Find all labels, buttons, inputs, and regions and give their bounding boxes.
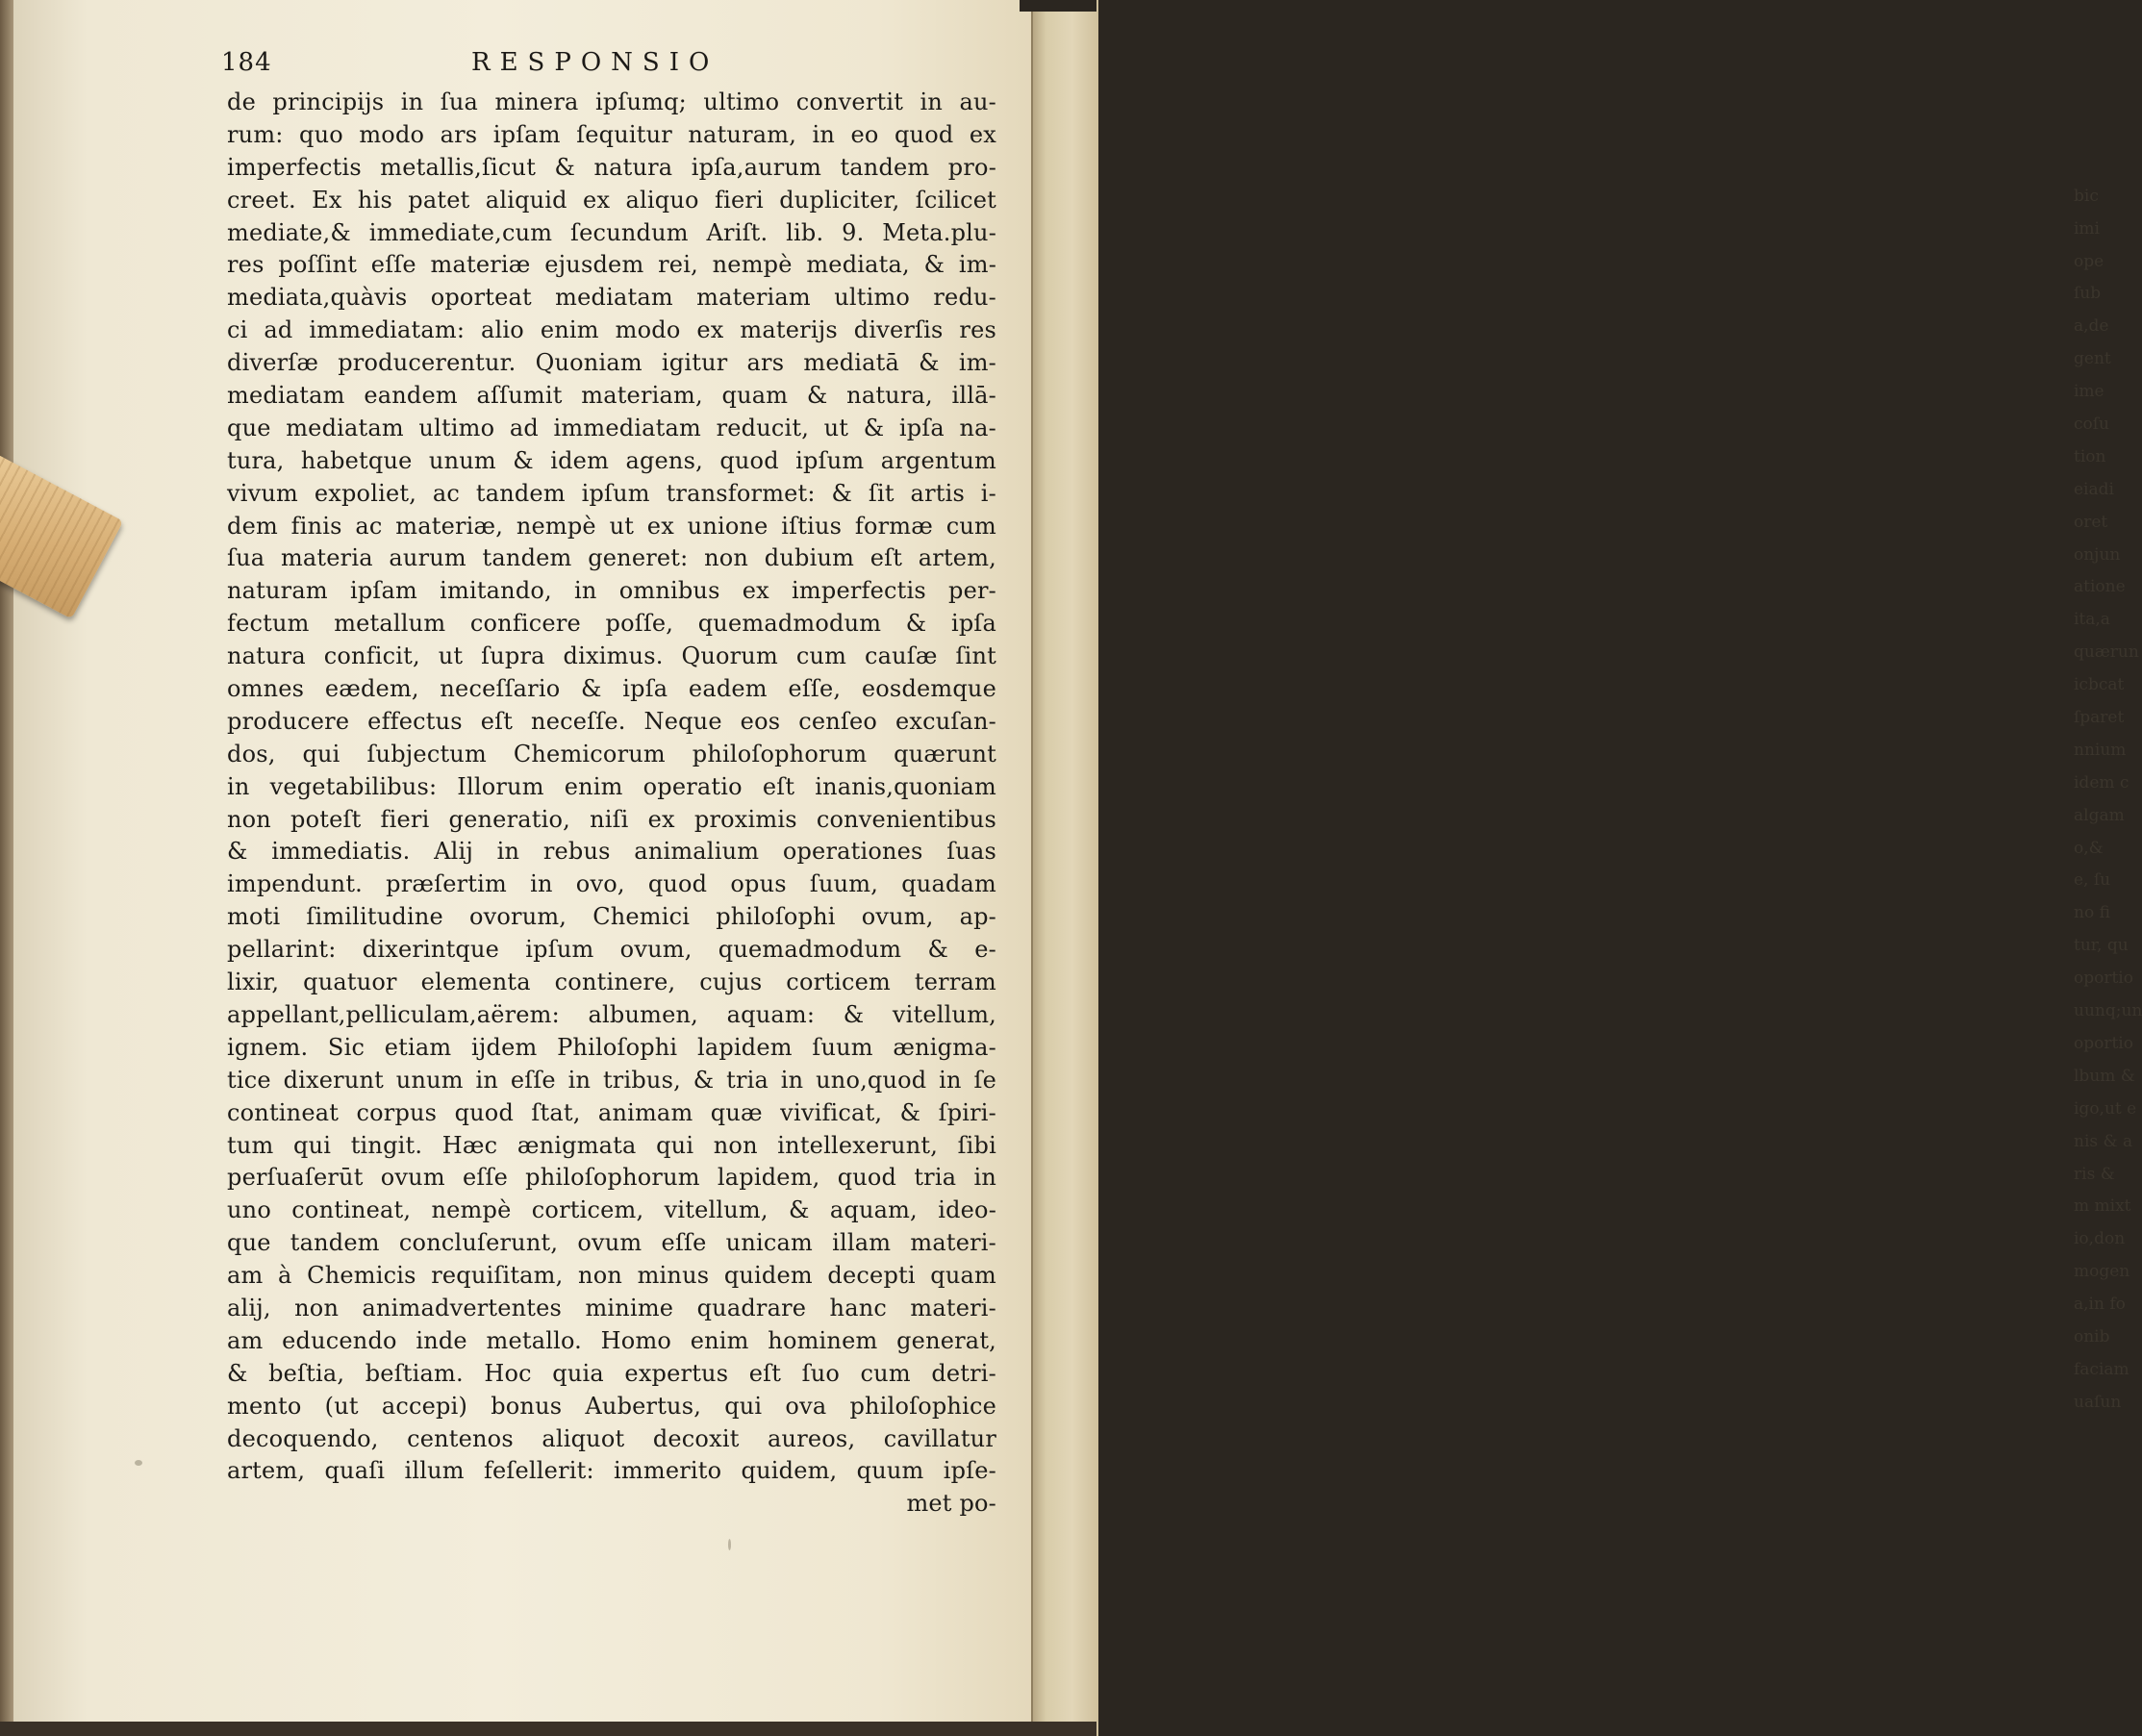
facing-fragment: uunq;un — [2074, 1001, 2142, 1021]
text-line: appellant,pelliculam,aërem: albumen, aquam: & vitellum, — [227, 1000, 996, 1028]
ink-spot — [728, 1539, 731, 1550]
facing-fragment: atione — [2074, 577, 2126, 597]
text-line: pellarint: dixerintque ipſum ovum, quemadmodum & e- — [227, 936, 996, 964]
facing-fragment: ita,a — [2074, 610, 2110, 630]
facing-fragment: igo,ut e — [2074, 1098, 2137, 1119]
facing-fragment: oret — [2074, 512, 2108, 532]
facing-fragment: io,don — [2074, 1229, 2126, 1249]
text-line: diverſæ producerentur. Quoniam igitur ars mediatā & im- — [227, 349, 996, 377]
facing-fragment: ime — [2074, 382, 2104, 402]
text-line: producere effectus eſt neceſſe. Neque eos cenſeo excuſan- — [227, 707, 996, 735]
facing-fragment: gent — [2074, 349, 2111, 369]
text-line: mento (ut accepi) bonus Aubertus, qui ova philoſophice — [227, 1392, 996, 1420]
facing-fragment: a,de — [2074, 316, 2109, 337]
facing-fragment: nis & a — [2074, 1131, 2133, 1151]
text-line: non poteſt fieri generatio, niſi ex proximis convenientibus — [227, 805, 996, 833]
facing-fragment: ſparet — [2074, 708, 2125, 728]
text-line: tice dixerunt unum in eſſe in tribus, & tria in uno,quod in ſe — [227, 1066, 996, 1094]
text-line: artem, quaſi illum feſellerit: immerito quidem, quum ipſe- — [227, 1457, 996, 1485]
book-spine-edge — [0, 0, 13, 1736]
text-line: mediate,& immediate,cum ſecundum Ariſt. lib. 9. Meta.plu- — [227, 218, 996, 246]
text-line: alij, non animadvertentes minime quadrare hanc materi- — [227, 1294, 996, 1321]
text-line: natura conficit, ut ſupra diximus. Quorum cum cauſæ ſint — [227, 642, 996, 670]
text-line: de principijs in ſua minera ipſumq; ultimo convertit in au- — [227, 88, 996, 115]
facing-fragment: quærun — [2074, 642, 2139, 663]
catchword: met po- — [906, 1490, 996, 1518]
facing-fragment: eiadi — [2074, 479, 2114, 499]
body-text — [227, 87, 996, 1521]
text-line: tum qui tingit. Hæc ænigmata qui non intellexerunt, ſibi — [227, 1131, 996, 1159]
text-line: omnes eædem, neceſſario & ipſa eadem eſſe, eosdemque — [227, 675, 996, 703]
facing-fragment: algam — [2074, 805, 2125, 825]
page-bottom-edge — [0, 1722, 1096, 1736]
facing-fragment — [2074, 148, 2129, 181]
facing-page-text-fragments — [2074, 115, 2142, 1420]
facing-fragment: uaſun — [2074, 1392, 2122, 1412]
text-line: in vegetabilibus: Illorum enim operatio eſt inanis,quoniam — [227, 772, 996, 800]
text-line: naturam ipſam imitando, in omnibus ex imperfectis per- — [227, 577, 996, 605]
facing-fragment: o,& — [2074, 838, 2104, 858]
text-line: rum: quo modo ars ipſam ſequitur naturam, in eo quod ex — [227, 120, 996, 148]
text-line: dem finis ac materiæ, nempè ut ex unione iſtius formæ cum — [227, 512, 996, 540]
facing-fragment: nnium — [2074, 740, 2127, 760]
text-line: vivum expoliet, ac tandem ipſum transformet: & ſit artis i- — [227, 479, 996, 507]
facing-fragment: ris & — [2074, 1164, 2115, 1184]
facing-fragment: idem c — [2074, 772, 2129, 793]
text-line: creet. Ex his patet aliquid ex aliquo fieri dupliciter, ſcilicet — [227, 186, 996, 214]
facing-fragment: oportio — [2074, 1033, 2133, 1053]
text-line: perſuaſerūt ovum eſſe philoſophorum lapidem, quod tria in — [227, 1164, 996, 1192]
facing-fragment: tur, qu — [2074, 936, 2129, 956]
facing-page-edge — [1031, 0, 2142, 1736]
text-line: res poſſint eſſe materiæ ejusdem rei, nempè mediata, & im- — [227, 251, 996, 279]
text-line: mediata,quàvis oporteat mediatam materiam ultimo redu- — [227, 284, 996, 312]
facing-fragment — [2074, 115, 2129, 148]
facing-fragment: icbcat — [2074, 675, 2125, 695]
text-line: ci ad immediatam: alio enim modo ex materijs diverſis res — [227, 316, 996, 344]
text-line: ignem. Sic etiam ijdem Philoſophi lapidem ſuum ænigma- — [227, 1033, 996, 1061]
facing-fragment: m mixt — [2074, 1196, 2131, 1217]
text-line: am à Chemicis requiſitam, non minus quidem decepti quam — [227, 1262, 996, 1290]
facing-fragment: ſub — [2074, 284, 2102, 304]
facing-fragment: e, ſu — [2074, 870, 2111, 891]
facing-fragment: faciam — [2074, 1359, 2129, 1379]
text-line: mediatam eandem aſſumit materiam, quam & natura, illā- — [227, 382, 996, 410]
text-line: & beſtia, beſtiam. Hoc quia expertus eſt ſuo cum detri- — [227, 1359, 996, 1387]
text-line: uno contineat, nempè corticem, vitellum, & aquam, ideo- — [227, 1196, 996, 1224]
text-line: moti ſimilitudine ovorum, Chemici philoſophi ovum, ap- — [227, 903, 996, 931]
facing-fragment: bic — [2074, 186, 2099, 206]
text-line: ſua materia aurum tandem generet: non dubium eſt artem, — [227, 544, 996, 572]
text-line: que mediatam ultimo ad immediatam reducit, ut & ipſa na- — [227, 414, 996, 441]
facing-fragment: onib — [2074, 1326, 2110, 1346]
facing-fragment: oportio — [2074, 969, 2133, 989]
text-line: & immediatis. Alij in rebus animalium operationes ſuas — [227, 838, 996, 866]
wood-grain — [0, 454, 123, 619]
facing-fragment: a,in fo — [2074, 1295, 2126, 1315]
facing-fragment: lbum & — [2074, 1066, 2135, 1086]
text-line: lixir, quatuor elementa continere, cujus corticem terram — [227, 969, 996, 996]
running-head — [221, 48, 818, 77]
text-line: decoquendo, centenos aliquot decoxit aureos, cavillatur — [227, 1424, 996, 1452]
facing-fragment: tion — [2074, 446, 2106, 466]
text-line: contineat corpus quod ſtat, animam quæ vivificat, & ſpiri- — [227, 1098, 996, 1126]
facing-fragment: ope — [2074, 251, 2104, 271]
text-line: fectum metallum conficere poſſe, quemadmodum & ipſa — [227, 610, 996, 638]
facing-fragment: mogen — [2074, 1262, 2130, 1282]
page-corner-shadow — [1020, 0, 1096, 12]
text-line: am educendo inde metallo. Homo enim hominem generat, — [227, 1326, 996, 1354]
ink-spot — [135, 1460, 142, 1466]
facing-fragment: no fi — [2074, 903, 2110, 923]
text-line: impendunt. præſertim in ovo, quod opus ſuum, quadam — [227, 870, 996, 898]
page-number: 184 — [221, 48, 272, 77]
wooden-bookmark — [0, 454, 123, 619]
facing-fragment: imi — [2074, 218, 2100, 239]
text-line: tura, habetque unum & idem agens, quod ipſum argentum — [227, 446, 996, 474]
running-title: RESPONSIO — [471, 48, 719, 77]
text-line: dos, qui ſubjectum Chemicorum philoſophorum quærunt — [227, 740, 996, 767]
facing-fragment: onjun — [2074, 544, 2121, 565]
text-line: que tandem concluſerunt, ovum eſſe unicam illam materi- — [227, 1229, 996, 1257]
facing-fragment: coſu — [2074, 415, 2109, 435]
text-line: imperfectis metallis,ſicut & natura ipſa,aurum tandem pro- — [227, 153, 996, 181]
